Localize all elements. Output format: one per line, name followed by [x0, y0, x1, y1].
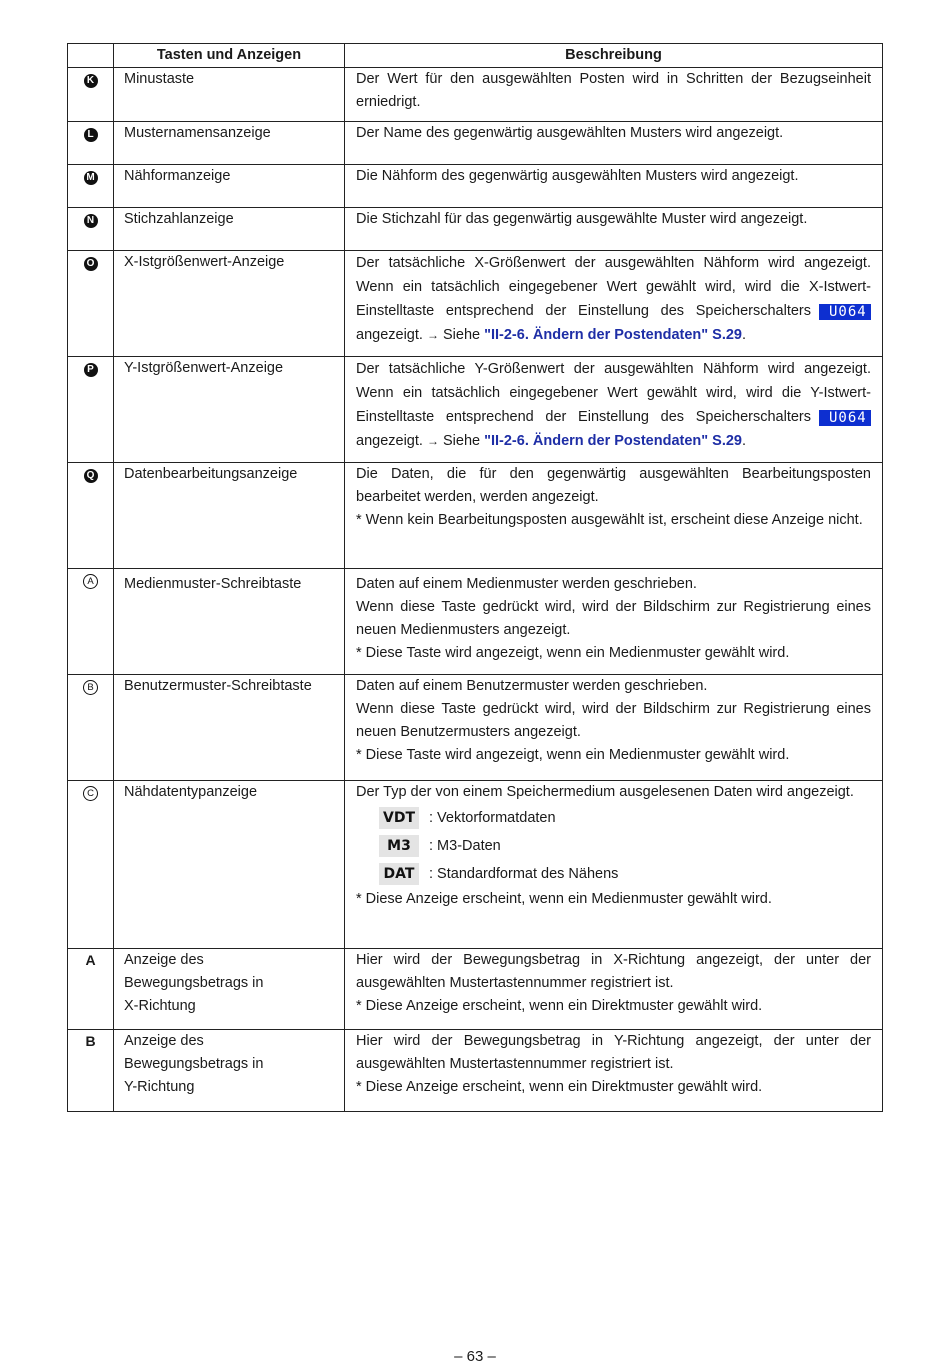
keys-and-displays-table [67, 43, 883, 1112]
table-row [68, 569, 883, 675]
table-row [68, 208, 883, 251]
table-row [68, 949, 883, 1030]
arrow-right-icon: → [426, 328, 439, 342]
item-name: Musternamensanzeige [114, 122, 345, 165]
item-note: * Diese Anzeige erscheint, wenn ein Medienmuster gewählt wird. [356, 891, 772, 907]
symbol-badge: M [84, 171, 98, 185]
item-description: Der tatsächliche Y-Größenwert der ausgewählten Nähform wird angezeigt. Wenn ein tatsächlich eingegebener Wert gewählt wird, wird die Y-Istwert-Einstelltaste entsprechend der Einstellung des Speicherschalters U064 angezeigt. → Siehe "II-2-6. Ändern der Postendaten" S.29. [345, 357, 883, 463]
memory-switch-badge: U064 [819, 410, 871, 426]
item-name: Minustaste [114, 68, 345, 122]
item-name: Nähdatentypanzeige [114, 781, 345, 949]
table-row [68, 781, 883, 949]
item-note: * Diese Anzeige erscheint, wenn ein Direktmuster gewählt wird. [356, 1079, 763, 1095]
symbol-badge: O [84, 257, 98, 271]
item-description: * Diese Taste wird angezeigt, wenn ein Medienmuster gewählt wird. [356, 645, 790, 661]
table-header-row [68, 44, 883, 68]
symbol-label: B [85, 1033, 96, 1049]
item-name: Medienmuster-Schreibtaste [114, 569, 345, 675]
item-description: Hier wird der Bewegungsbetrag in Y-Richtung angezeigt, der unter der ausgewählten Mustertastennummer registriert ist. [356, 1033, 871, 1072]
item-description: Der Wert für den ausgewählten Posten wird in Schritten der Bezugseinheit erniedrigt. [356, 71, 871, 110]
item-name: Stichzahlanzeige [114, 208, 345, 251]
item-description: * Diese Taste wird angezeigt, wenn ein Medienmuster gewählt wird. [356, 747, 790, 763]
m3-icon: M3 [379, 835, 419, 857]
arrow-right-icon: → [426, 434, 439, 448]
symbol-badge: L [84, 128, 98, 142]
item-description: Hier wird der Bewegungsbetrag in X-Richtung angezeigt, der unter der ausgewählten Mustertastennummer registriert ist. [356, 952, 871, 991]
memory-switch-badge: U064 [819, 304, 871, 320]
symbol-badge: K [84, 74, 98, 88]
table-row [68, 165, 883, 208]
data-type-entry: M3 : M3-Daten [356, 832, 871, 860]
item-description: Wenn diese Taste gedrückt wird, wird der Bildschirm zur Registrierung eines neuen Medienmusters angezeigt. [356, 599, 871, 638]
data-type-entry: VDT : Vektorformatdaten [356, 804, 871, 832]
table-row [68, 1030, 883, 1112]
item-description: Die Stichzahl für das gegenwärtig ausgewählte Muster wird angezeigt. [356, 211, 808, 227]
vdt-icon: VDT [379, 807, 419, 829]
item-description: Der tatsächliche X-Größenwert der ausgewählten Nähform wird angezeigt. Wenn ein tatsächlich eingegebener Wert gewählt wird, wird die X-Istwert-Einstelltaste entsprechend der Einstellung des Speicherschalters U064 angezeigt. → Siehe "II-2-6. Ändern der Postendaten" S.29. [345, 251, 883, 357]
item-name: Y-Istgrößenwert-Anzeige [114, 357, 345, 463]
table-row [68, 675, 883, 781]
item-name: Datenbearbeitungsanzeige [114, 463, 345, 569]
symbol-badge: C [83, 786, 98, 801]
header-symbol [68, 44, 114, 68]
item-note: * Diese Anzeige erscheint, wenn ein Direktmuster gewählt wird. [356, 998, 763, 1014]
item-description: Daten auf einem Medienmuster werden geschrieben. [356, 576, 697, 592]
item-name: Nähformanzeige [114, 165, 345, 208]
data-type-entry: DAT : Standardformat des Nähens [356, 860, 871, 888]
item-name: Benutzermuster-Schreibtaste [114, 675, 345, 781]
header-keys: Tasten und Anzeigen [114, 44, 345, 68]
symbol-badge: A [83, 574, 98, 589]
item-description: Der Name des gegenwärtig ausgewählten Musters wird angezeigt. [356, 125, 784, 141]
table-row [68, 122, 883, 165]
item-description: Die Nähform des gegenwärtig ausgewählten Musters wird angezeigt. [356, 168, 799, 184]
item-description: Daten auf einem Benutzermuster werden geschrieben. [356, 678, 708, 694]
symbol-badge: B [83, 680, 98, 695]
item-name: X-Istgrößenwert-Anzeige [114, 251, 345, 357]
table-row [68, 68, 883, 122]
table-row [68, 251, 883, 357]
symbol-badge: Q [84, 469, 98, 483]
item-description: Wenn diese Taste gedrückt wird, wird der Bildschirm zur Registrierung eines neuen Benutzermusters angezeigt. [356, 701, 871, 740]
item-description: Der Typ der von einem Speichermedium ausgelesenen Daten wird angezeigt. [356, 784, 854, 800]
table-row [68, 463, 883, 569]
symbol-badge: N [84, 214, 98, 228]
symbol-label: A [85, 952, 96, 968]
cross-reference-link[interactable]: "II-2-6. Ändern der Postendaten" S.29 [484, 327, 743, 343]
symbol-badge: P [84, 363, 98, 377]
cross-reference-link[interactable]: "II-2-6. Ändern der Postendaten" S.29 [484, 433, 743, 449]
table-row [68, 357, 883, 463]
page-number: – 63 – [454, 1348, 496, 1365]
item-name: Anzeige des Bewegungsbetrags in X-Richtung [114, 949, 345, 1030]
item-note: * Wenn kein Bearbeitungsposten ausgewählt ist, erscheint diese Anzeige nicht. [356, 512, 863, 528]
item-name: Anzeige des Bewegungsbetrags in Y-Richtung [114, 1030, 345, 1112]
item-description: Die Daten, die für den gegenwärtig ausgewählten Bearbeitungsposten bearbeitet werden, werden angezeigt. [356, 466, 871, 505]
dat-icon: DAT [379, 863, 419, 885]
header-description: Beschreibung [345, 44, 883, 68]
